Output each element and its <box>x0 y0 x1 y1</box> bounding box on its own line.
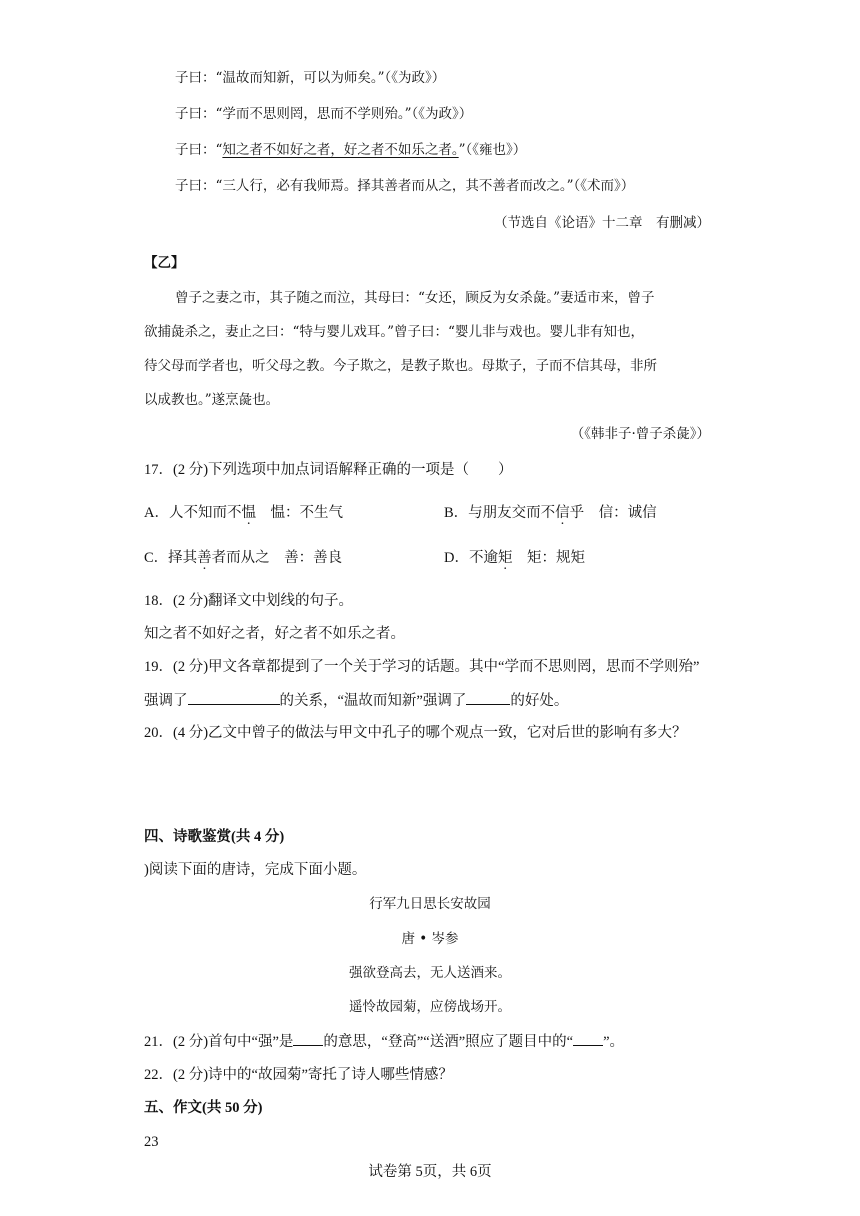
q17-b-pre: B．与朋友交而不 <box>444 505 556 521</box>
q19-line-1: 19．(2 分)甲文各章都提到了一个关于学习的话题。其中“学而不思则罔，思而不学则殆” <box>144 659 700 675</box>
jia-line-2: 子曰：“学而不思则罔，思而不学则殆。”（《为政》） <box>175 106 473 122</box>
q17-stem: 17．(2 分)下列选项中加点词语解释正确的一项是（ ） <box>144 462 513 478</box>
q21-post: ”。 <box>603 1034 625 1050</box>
q17-c-post: 者而从之 善：善良 <box>211 550 343 566</box>
section-5-heading: 五、作文(共 50 分) <box>144 1100 263 1116</box>
poem-author: 唐 • 岑参 <box>401 931 459 947</box>
q19-line-2 <box>144 690 568 711</box>
jia-line-4: 子曰：“三人行，必有我师焉。择其善者而从之，其不善者而改之。”（《术而》） <box>175 178 635 194</box>
section-4-heading: 四、诗歌鉴赏(共 4 分) <box>144 829 285 845</box>
yi-paragraph-line-1: 曾子之妻之市，其子随之而泣，其母曰：“女还，顾反为女杀彘。”妻适市来，曾子 <box>175 290 655 306</box>
q19-blank-1[interactable] <box>188 690 280 705</box>
q17-c-dotted-word: 善 <box>197 550 212 566</box>
jia-line-3-post: ”（《雍也》） <box>458 142 527 158</box>
q21-blank-2[interactable] <box>573 1031 603 1046</box>
q21-mid: 的意思，“登高”“送酒”照应了题目中的“ <box>323 1034 574 1050</box>
page-footer: 试卷第 5页，共 6页 <box>368 1164 492 1180</box>
q20-stem: 20．(4 分)乙文中曾子的做法与甲文中孔子的哪个观点一致，它对后世的影响有多大？ <box>144 725 687 741</box>
q17-option-b <box>444 503 657 523</box>
q21-line <box>144 1031 624 1052</box>
q17-a-pre: A．人不知而不 <box>144 505 242 521</box>
jia-line-3 <box>175 140 526 160</box>
q17-d-dotted-word: 矩 <box>497 550 513 566</box>
q19-pre: 强调了 <box>144 693 188 709</box>
q17-option-c <box>144 548 342 568</box>
q17-option-a <box>144 503 343 523</box>
jia-line-3-pre: 子曰：“ <box>175 142 223 158</box>
q19-mid: 的关系，“温故而知新”强调了 <box>279 693 467 709</box>
q17-c-pre: C．择其 <box>144 550 198 566</box>
yi-source: （《韩非子·曾子杀彘》） <box>570 426 710 442</box>
jia-source: （节选自《论语》十二章 有删减） <box>494 215 710 231</box>
q17-d-pre: D．不逾 <box>444 550 498 566</box>
q19-post: 的好处。 <box>510 693 569 709</box>
q17-option-d <box>444 548 585 568</box>
q18-sentence: 知之者不如好之者，好之者不如乐之者。 <box>144 626 405 642</box>
yi-heading: 【乙】 <box>144 255 185 271</box>
poem-title: 行军九日思长安故园 <box>369 896 491 912</box>
q21-pre: 21．(2 分)首句中“强”是 <box>144 1034 294 1050</box>
q17-a-post: 愠：不生气 <box>255 505 343 521</box>
yi-paragraph-line-4: 以成教也。”遂烹彘也。 <box>144 392 280 408</box>
q17-a-dotted-word: 愠 <box>241 505 256 521</box>
yi-paragraph-line-2: 欲捕彘杀之，妻止之曰：“特与婴儿戏耳。”曾子曰：“婴儿非与戏也。婴儿非有知也， <box>144 324 644 340</box>
q17-b-dotted-word: 信 <box>555 505 570 521</box>
q17-d-post: 矩：规矩 <box>512 550 585 566</box>
q19-blank-2[interactable] <box>466 690 510 705</box>
q18-stem: 18．(2 分)翻译文中划线的句子。 <box>144 593 354 609</box>
q23-number: 23 <box>144 1134 159 1150</box>
section-4-intro: )阅读下面的唐诗，完成下面小题。 <box>144 862 367 878</box>
jia-line-1: 子曰：“温故而知新，可以为师矣。”（《为政》） <box>175 70 446 86</box>
poem-line-2: 遥怜故园菊，应傍战场开。 <box>349 999 511 1015</box>
poem-line-1: 强欲登高去，无人送酒来。 <box>349 965 511 981</box>
underlined-sentence: 知之者不如好之者，好之者不如乐之者。 <box>222 142 459 158</box>
q17-b-post: 乎 信：诚信 <box>569 505 657 521</box>
q22-stem: 22．(2 分)诗中的“故园菊”寄托了诗人哪些情感？ <box>144 1067 453 1083</box>
yi-paragraph-line-3: 待父母而学者也，听父母之教。今子欺之，是教子欺也。母欺子，子而不信其母，非所 <box>144 358 657 374</box>
q21-blank-1[interactable] <box>293 1031 323 1046</box>
